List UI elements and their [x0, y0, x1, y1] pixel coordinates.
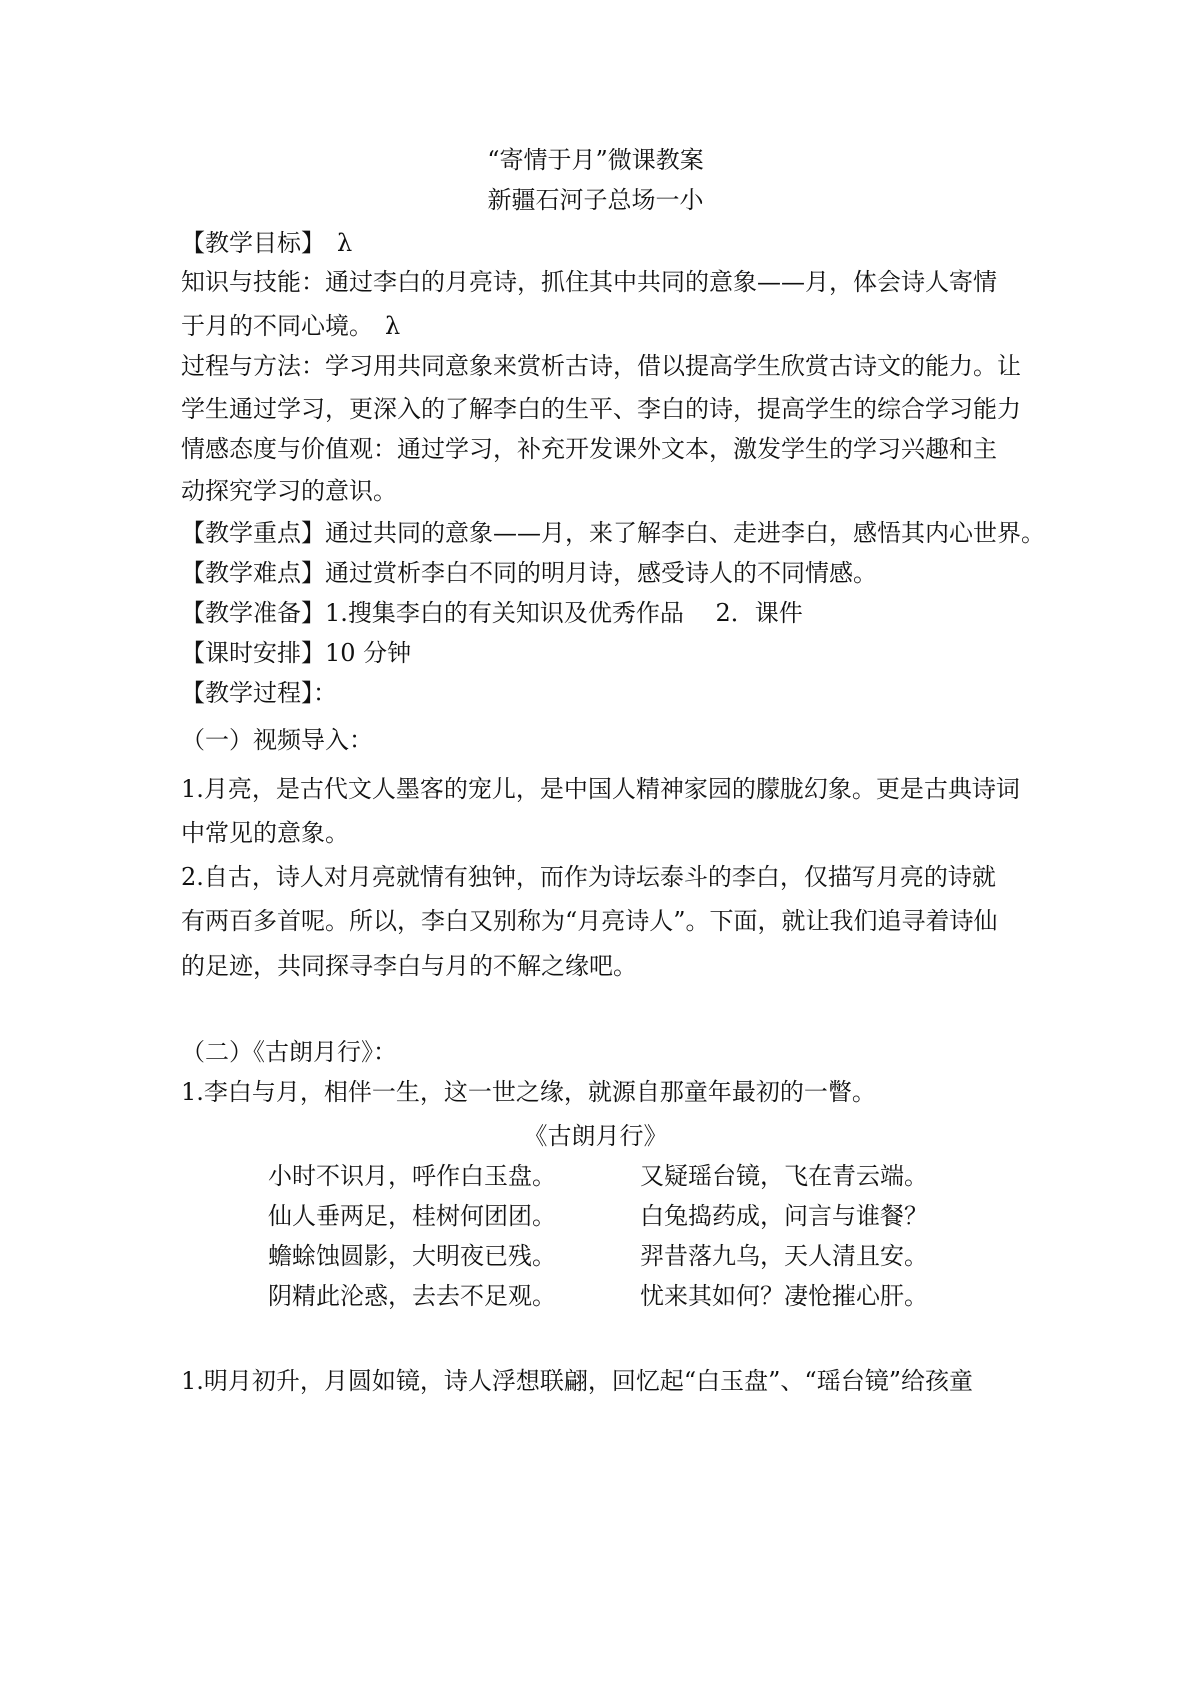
poem-line: 蟾蜍蚀圆影，大明夜已残。	[268, 1242, 556, 1270]
text-line: 情感态度与价值观：通过学习，补充开发课外文本，激发学生的学习兴趣和主	[181, 435, 997, 463]
document-title: “寄情于月”微课教案	[487, 146, 704, 174]
text-line: 过程与方法：学习用共同意象来赏析古诗，借以提高学生欣赏古诗文的能力。让	[181, 352, 1021, 380]
subsection-poem: （二）《古朗月行》：	[181, 1038, 397, 1066]
poem-line: 白兔捣药成，问言与谁餐？	[640, 1202, 928, 1230]
section-heading-objectives: 【教学目标】 λ	[181, 229, 353, 257]
section-schedule: 【课时安排】10 分钟	[181, 639, 412, 667]
poem-line: 小时不识月，呼作白玉盘。	[268, 1162, 556, 1190]
poem-line: 仙人垂两足，桂树何团团。	[268, 1202, 556, 1230]
text-line: 1.李白与月，相伴一生，这一世之缘，就源自那童年最初的一瞥。	[181, 1078, 876, 1106]
text-line: 中常见的意象。	[181, 819, 349, 847]
poem-line: 阴精此沦惑，去去不足观。	[268, 1282, 556, 1310]
text-line: 动探究学习的意识。	[181, 477, 397, 505]
section-preparation: 【教学准备】1.搜集李白的有关知识及优秀作品 2．课件	[181, 599, 803, 627]
text-line: 1.月亮，是古代文人墨客的宠儿，是中国人精神家园的朦胧幻象。更是古典诗词	[181, 775, 1020, 803]
document-school: 新疆石河子总场一小	[487, 186, 704, 214]
section-difficulties: 【教学难点】通过赏析李白不同的明月诗，感受诗人的不同情感。	[181, 559, 877, 587]
section-key-points: 【教学重点】通过共同的意象——月，来了解李白、走进李白，感悟其内心世界。	[181, 519, 1045, 547]
text-line: 于月的不同心境。 λ	[181, 312, 401, 340]
text-line: 的足迹，共同探寻李白与月的不解之缘吧。	[181, 952, 637, 980]
poem-line: 忧来其如何？凄怆摧心肝。	[640, 1282, 928, 1310]
poem-line: 又疑瑶台镜，飞在青云端。	[640, 1162, 928, 1190]
subsection-video-intro: （一）视频导入：	[181, 726, 373, 754]
poem-title: 《古朗月行》	[523, 1122, 668, 1150]
text-line: 学生通过学习，更深入的了解李白的生平、李白的诗，提高学生的综合学习能力	[181, 395, 1021, 423]
text-line: 2.自古，诗人对月亮就情有独钟，而作为诗坛泰斗的李白，仅描写月亮的诗就	[181, 863, 996, 891]
poem-line: 羿昔落九乌，天人清且安。	[640, 1242, 928, 1270]
section-process: 【教学过程】：	[181, 679, 337, 707]
text-line: 1.明月初升，月圆如镜，诗人浮想联翩，回忆起“白玉盘”、“瑶台镜”给孩童	[181, 1367, 973, 1395]
text-line: 有两百多首呢。所以，李白又别称为“月亮诗人”。下面，就让我们追寻着诗仙	[181, 907, 998, 935]
text-line: 知识与技能：通过李白的月亮诗，抓住其中共同的意象——月，体会诗人寄情	[181, 268, 997, 296]
